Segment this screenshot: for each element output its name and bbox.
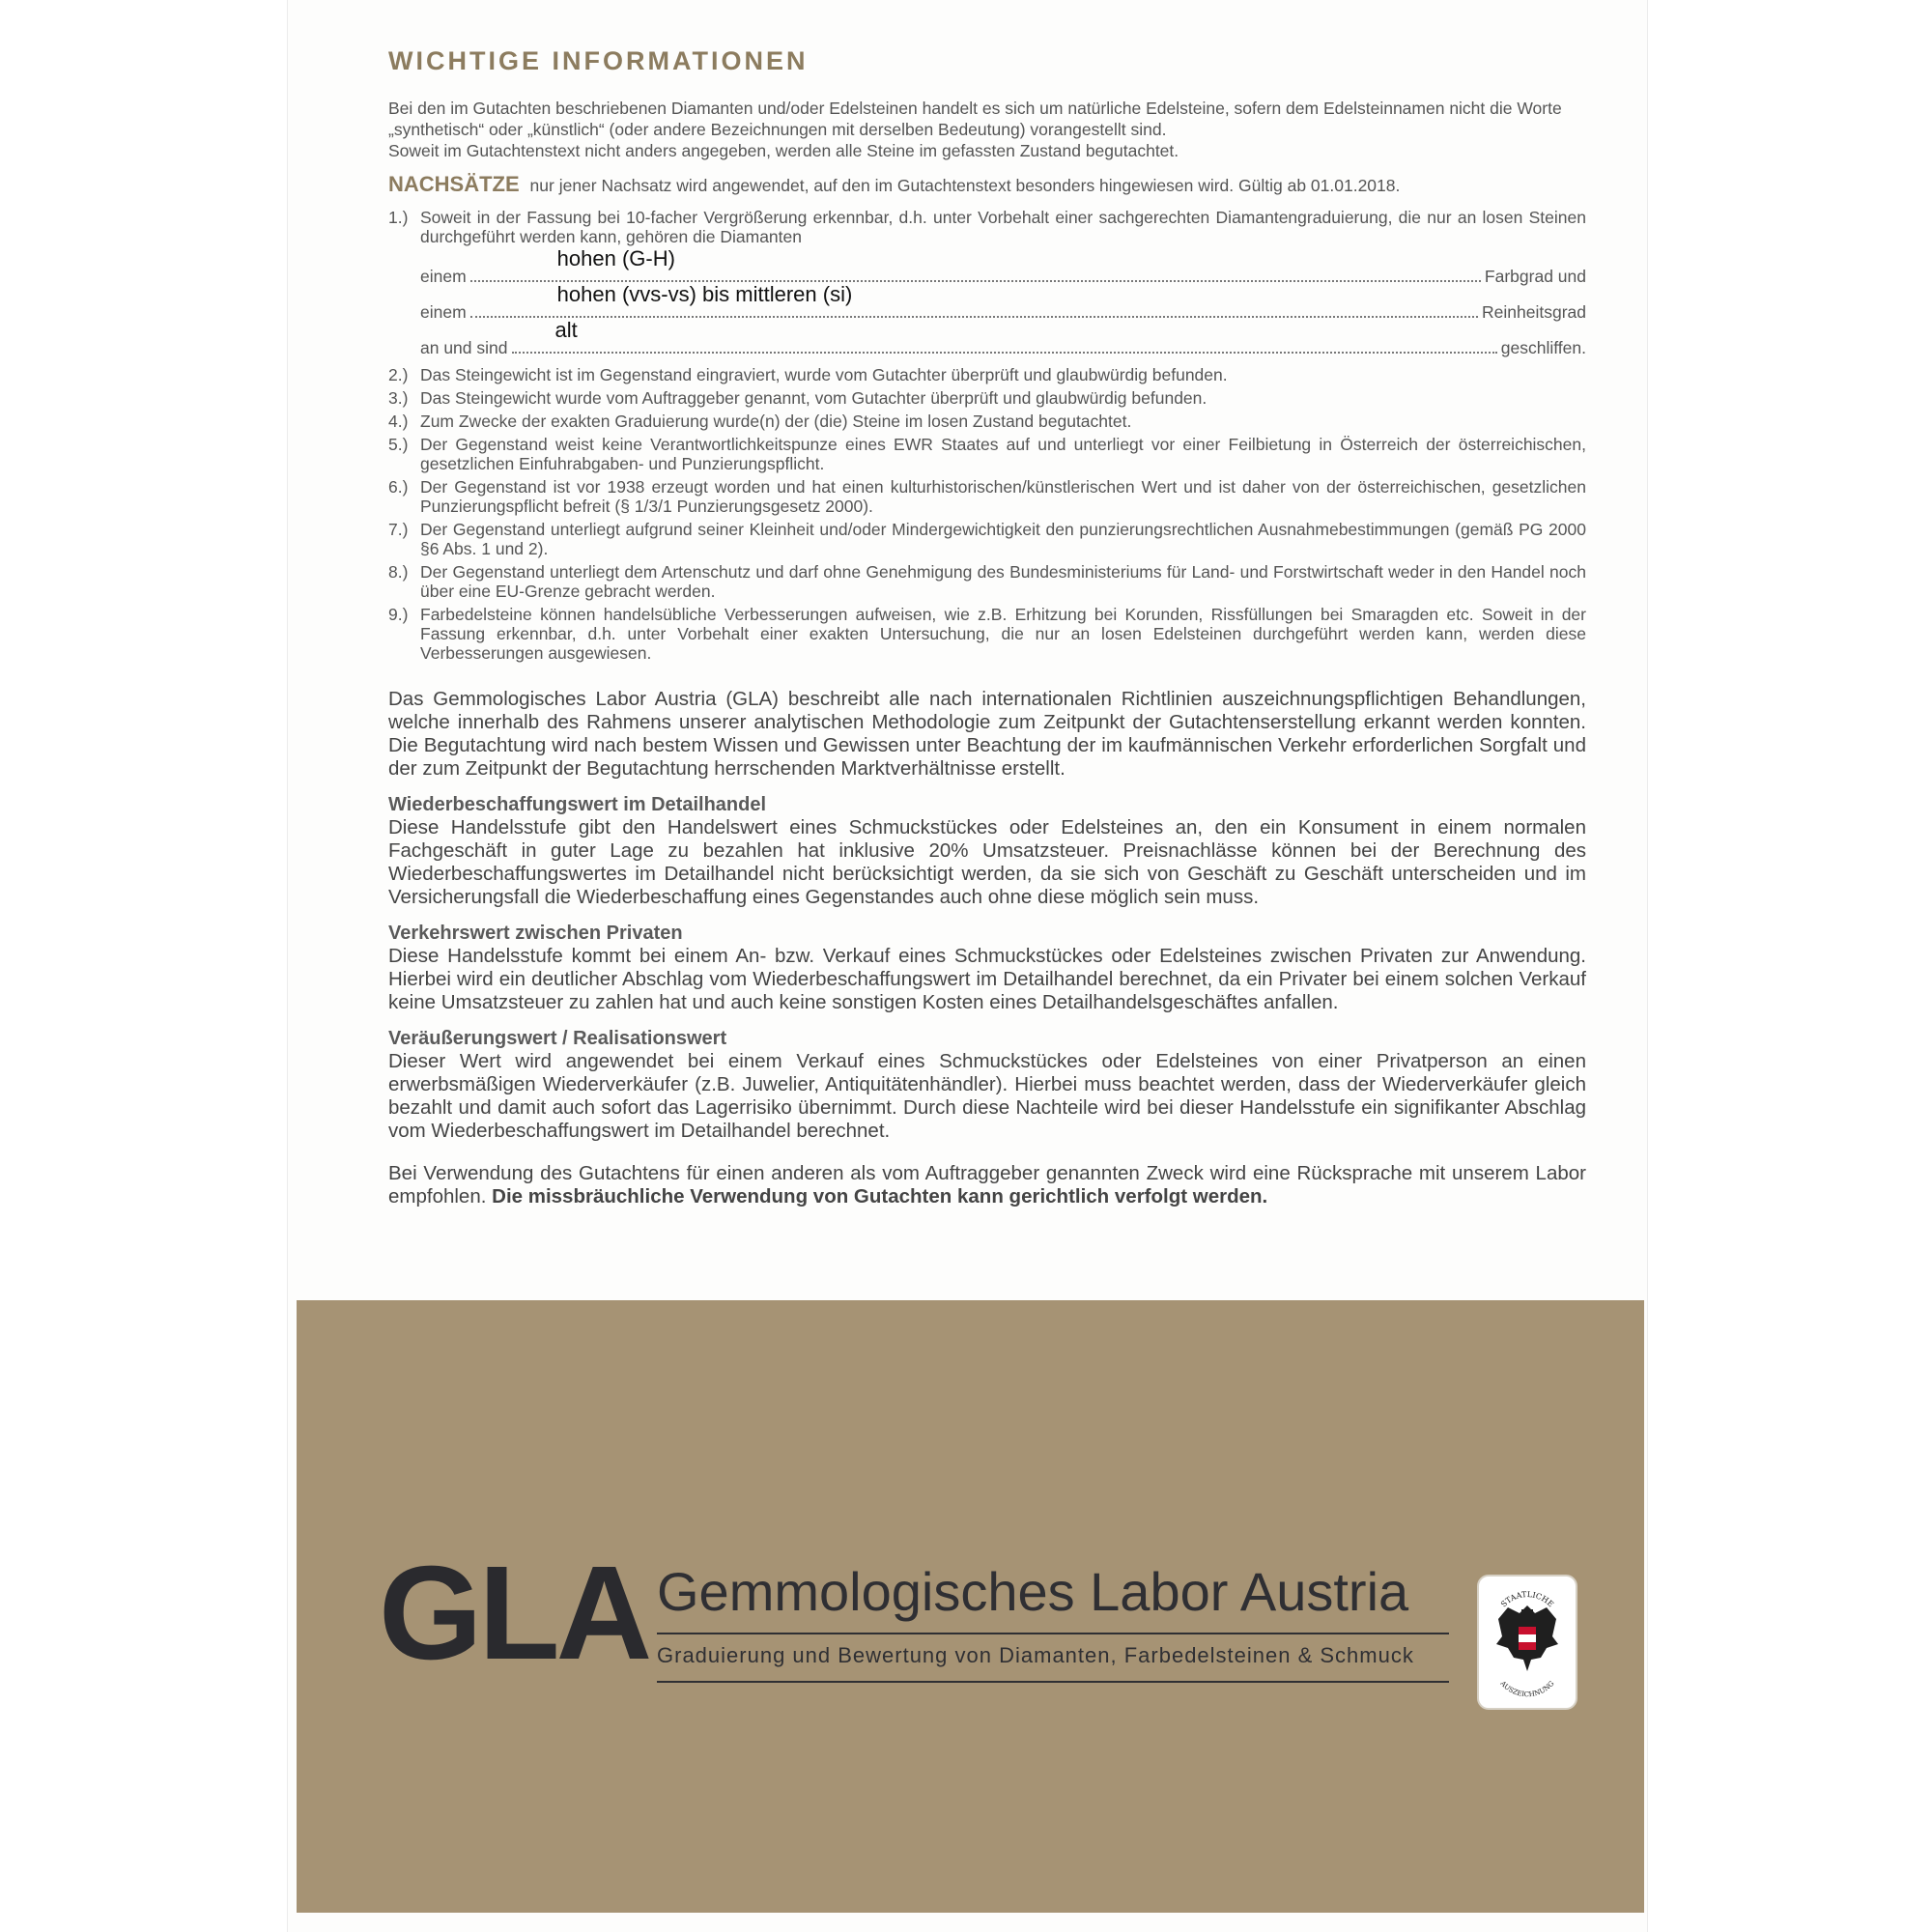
svg-text:AUSZEICHNUNG bbox=[1498, 1679, 1556, 1698]
clause-text: Soweit in der Fassung bei 10-facher Vergrößerung erkennbar, d.h. unter Vorbehalt einer sachgerechten Diamantengraduierung, die nur an losen Steinen durchgeführt werden kann, gehören die Diamanten bbox=[420, 208, 1586, 246]
clause-number: 8.) bbox=[388, 562, 409, 582]
clause-number: 2.) bbox=[388, 365, 409, 384]
intro-paragraph: Bei den im Gutachten beschriebenen Diamanten und/oder Edelsteinen handelt es sich um natürliche Edelsteine, sofern dem Edelsteinnamen nicht die Worte „synthetisch“ oder „künstlich“ (oder andere Bezeichnungen mit derselben Bedeutung) vorangestellt sind. bbox=[388, 99, 1562, 139]
clause-text: Der Gegenstand weist keine Verantwortlichkeitspunze eines EWR Staates auf und unterliegt vor einer Feilbietung in Österreich der österreichischen, gesetzlichen Einfuhrabgaben- und Punzierungspflicht. bbox=[420, 435, 1586, 473]
clause-text: Das Steingewicht wurde vom Auftraggeber genannt, vom Gutachter überprüft und glaubwürdig befunden. bbox=[420, 388, 1208, 408]
intro-block bbox=[388, 98, 1586, 161]
clause-item bbox=[388, 208, 1586, 246]
clause-number: 3.) bbox=[388, 388, 409, 408]
section-title: Wiederbeschaffungswert im Detailhandel bbox=[388, 794, 767, 815]
gla-logo-text: GLA bbox=[379, 1539, 649, 1688]
fill-line-prefix: einem bbox=[420, 267, 467, 286]
nachsaetze-heading bbox=[388, 172, 1586, 197]
clause-number: 6.) bbox=[388, 477, 409, 497]
section-body: Diese Handelsstufe kommt bei einem An- bzw. Verkauf eines Schmuckstückes oder Edelsteines zwischen Privaten zur Anwendung. Hierbei wird ein deutlicher Abschlag vom Wiederbeschaffungswert im Detailhandel berechnet, da ein Privater bei einem solchen Verkauf keine Umsatzsteuer zu zahlen hat und auch keine sonstigen Kosten eines Detailhandelsgeschäftes anfallen. bbox=[388, 945, 1586, 1013]
clause-text: Der Gegenstand unterliegt aufgrund seiner Kleinheit und/oder Mindergewichtigkeit den punzierungsrechtlichen Ausnahmebestimmungen (gemäß PG 2000 §6 Abs. 1 und 2). bbox=[420, 520, 1586, 558]
intro-paragraph: Soweit im Gutachtenstext nicht anders angegeben, werden alle Steine im gefassten Zustand begutachtet. bbox=[388, 141, 1179, 160]
section-title: Veräußerungswert / Realisationswert bbox=[388, 1028, 727, 1049]
fill-line-prefix: einem bbox=[420, 302, 467, 322]
fill-line-prefix: an und sind bbox=[420, 338, 508, 357]
clause-number: 1.) bbox=[388, 208, 409, 227]
clause-item bbox=[388, 365, 1586, 384]
footer-band bbox=[297, 1300, 1644, 1913]
divider bbox=[657, 1633, 1449, 1634]
filled-value-cut: alt bbox=[554, 318, 578, 342]
document-text-area bbox=[388, 46, 1586, 1208]
seal-bottom-text: AUSZEICHNUNG bbox=[1498, 1679, 1556, 1699]
closing-paragraph bbox=[388, 1162, 1586, 1208]
fill-line-suffix: geschliffen. bbox=[1500, 338, 1586, 357]
clause-text: Zum Zwecke der exakten Graduierung wurde(n) der (die) Steine im losen Zustand begutachtet. bbox=[420, 412, 1132, 431]
clause-item bbox=[388, 605, 1586, 663]
seal-top-text: STAATLICHE bbox=[1498, 1590, 1556, 1609]
clause-list bbox=[388, 208, 1586, 663]
clause-item bbox=[388, 477, 1586, 516]
clause-number: 5.) bbox=[388, 435, 409, 454]
gla-paragraph: Das Gemmologisches Labor Austria (GLA) beschreibt alle nach internationalen Richtlinien auszeichnungspflichtigen Behandlungen, welche innerhalb des Rahmens unserer analytischen Methodologie zum Zeitpunkt der Gutachtenserstellung erkannt werden konnten. Die Begutachtung wird nach bestem Wissen und Gewissen unter Beachtung der im kaufmännischen Verkehr erforderlichen Sorgfalt und der zum Zeitpunkt der Begutachtung herrschenden Marktverhältnisse erstellt. bbox=[388, 688, 1586, 780]
clause-item bbox=[388, 388, 1586, 408]
page-title: WICHTIGE INFORMATIONEN bbox=[388, 46, 809, 75]
fill-line-suffix: Farbgrad und bbox=[1484, 267, 1586, 286]
closing-warning: Die missbräuchliche Verwendung von Gutachten kann gerichtlich verfolgt werden. bbox=[492, 1185, 1268, 1208]
clause-text: Der Gegenstand ist vor 1938 erzeugt worden und hat einen kulturhistorischen/künstlerischen Wert und ist daher von der österreichischen, gesetzlichen Punzierungspflicht befreit (§ 1/3/1 Punzierungsgesetz 2000). bbox=[420, 477, 1586, 516]
lab-name: Gemmologisches Labor Austria bbox=[657, 1561, 1409, 1622]
dotted-line bbox=[470, 282, 1478, 318]
austrian-eagle-icon bbox=[1477, 1575, 1577, 1710]
divider bbox=[657, 1681, 1449, 1683]
clause-item bbox=[388, 520, 1586, 558]
clause-number: 7.) bbox=[388, 520, 409, 539]
clause-text: Das Steingewicht ist im Gegenstand eingraviert, wurde vom Gutachter überprüft und glaubwürdig befunden. bbox=[420, 365, 1228, 384]
nachsaetze-label: NACHSÄTZE bbox=[388, 172, 520, 196]
section-title: Verkehrswert zwischen Privaten bbox=[388, 923, 683, 944]
fill-line-cut bbox=[420, 318, 1586, 357]
clause-item bbox=[388, 412, 1586, 431]
fill-line-clarity-grade bbox=[420, 282, 1586, 322]
fill-line-color-grade bbox=[420, 246, 1586, 286]
clause-item bbox=[388, 435, 1586, 473]
nachsaetze-note: nur jener Nachsatz wird angewendet, auf den im Gutachtenstext besonders hingewiesen wird. Gültig ab 01.01.2018. bbox=[529, 176, 1401, 195]
closing-text: Bei Verwendung des Gutachtens für einen anderen als vom Auftraggeber genannten Zweck wird eine Rücksprache mit unserem Labor empfohlen. bbox=[388, 1162, 1586, 1208]
clause-number: 9.) bbox=[388, 605, 409, 624]
section-body: Diese Handelsstufe gibt den Handelswert eines Schmuckstückes oder Edelsteines an, den ein Konsument in einem normalen Fachgeschäft in guter Lage zu bezahlen hat inklusive 20% Umsatzsteuer. Preisnachlässe können bei der Berechnung des Wiederbeschaffungswertes im Detailhandel nicht berücksichtigt werden, da sie sich von Geschäft zu Geschäft unterscheiden und im Versicherungsfall die Wiederbeschaffung eines Gegenstandes auch ohne diese möglich sein muss. bbox=[388, 816, 1586, 908]
filled-value-clarity: hohen (vvs-vs) bis mittleren (si) bbox=[556, 282, 853, 306]
clause-number: 4.) bbox=[388, 412, 409, 431]
clause-item bbox=[388, 562, 1586, 601]
clause-text: Farbedelsteine können handelsübliche Verbesserungen aufweisen, wie z.B. Erhitzung bei Korunden, Rissfüllungen bei Smaragden etc. Soweit in der Fassung erkennbar, d.h. unter Vorbehalt einer exakten Untersuchung, die nur an losen Edelsteinen durchgeführt werden kann, werden diese Verbesserungen ausgewiesen. bbox=[420, 605, 1586, 663]
section-body: Dieser Wert wird angewendet bei einem Verkauf eines Schmuckstückes oder Edelsteines von einer Privatperson an einen erwerbsmäßigen Wiederverkäufer (z.B. Juwelier, Antiquitätenhändler). Hierbei muss beachtet werden, dass der Wiederverkäufer gleich bezahlt und damit auch sofort das Lagerrisiko übernimmt. Durch diese Nachteile wird bei dieser Handelsstufe ein signifikanter Abschlag vom Wiederbeschaffungswert im Detailhandel berechnet. bbox=[388, 1050, 1586, 1142]
lab-tagline: Graduierung und Bewertung von Diamanten, Farbedelsteinen & Schmuck bbox=[657, 1643, 1414, 1667]
clause-text: Der Gegenstand unterliegt dem Artenschutz und darf ohne Genehmigung des Bundesministeriums für Land- und Forstwirtschaft weder in den Handel noch über eine EU-Grenze gebracht werden. bbox=[420, 562, 1586, 601]
dotted-line bbox=[512, 318, 1497, 354]
fill-line-suffix: Reinheitsgrad bbox=[1482, 302, 1586, 322]
filled-value-color: hohen (G-H) bbox=[556, 246, 675, 270]
